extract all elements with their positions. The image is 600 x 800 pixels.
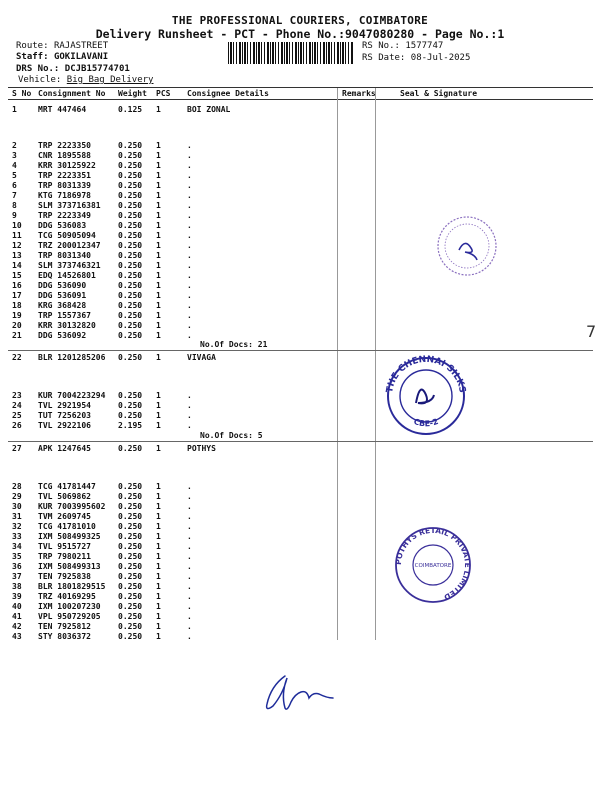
row-pcs: 1 — [156, 572, 161, 581]
row-consignee: . — [187, 582, 192, 591]
table-row — [0, 482, 600, 492]
table-row — [0, 181, 600, 191]
row-consignment: IXM 508499313 — [38, 562, 101, 571]
row-consignee: . — [187, 241, 192, 250]
row-pcs: 1 — [156, 201, 161, 210]
row-pcs: 1 — [156, 542, 161, 551]
row-pcs: 1 — [156, 522, 161, 531]
row-pcs: 1 — [156, 171, 161, 180]
row-pcs: 1 — [156, 311, 161, 320]
table-top-border — [8, 87, 593, 88]
col-sno: S No — [12, 89, 32, 98]
row-consignee: . — [187, 311, 192, 320]
row-pcs: 1 — [156, 251, 161, 260]
row-consignee: . — [187, 401, 192, 410]
svg-text:CBE-2 — [412, 417, 439, 428]
row-consignee: . — [187, 522, 192, 531]
row-sno: 18 — [12, 301, 22, 310]
col-pcs: PCS — [156, 89, 171, 98]
row-weight: 0.250 — [118, 522, 143, 531]
row-pcs: 1 — [156, 281, 161, 290]
row-consignment: TEN 7925812 — [38, 622, 91, 631]
table-row — [0, 141, 600, 151]
row-pcs: 1 — [156, 552, 161, 561]
row-consignment: KRR 30132820 — [38, 321, 96, 330]
row-weight: 0.250 — [118, 191, 143, 200]
row-consignee: . — [187, 261, 192, 270]
barcode — [228, 42, 354, 64]
row-consignee: . — [187, 171, 192, 180]
table-row — [0, 261, 600, 271]
row-consignment: IXM 508499325 — [38, 532, 101, 541]
row-weight: 0.250 — [118, 231, 143, 240]
docs-count: No.Of Docs: 5 — [200, 431, 263, 440]
table-row — [0, 161, 600, 171]
table-row — [0, 301, 600, 311]
table-row — [0, 401, 600, 411]
row-consignment: TRP 2223351 — [38, 171, 91, 180]
rs-date-line: RS Date: 08-Jul-2025 — [362, 53, 471, 63]
row-weight: 0.250 — [118, 171, 143, 180]
table-row — [0, 171, 600, 181]
row-consignee: . — [187, 622, 192, 631]
row-pcs: 1 — [156, 191, 161, 200]
table-row — [0, 632, 600, 642]
route-line: Route: RAJASTREET — [16, 41, 109, 51]
row-pcs: 1 — [156, 241, 161, 250]
vehicle-value: Big Bag Delivery — [66, 75, 154, 85]
row-consignment: CNR 1895588 — [38, 151, 91, 160]
row-consignee: . — [187, 141, 192, 150]
col-weight: Weight — [118, 89, 147, 98]
table-row — [0, 582, 600, 592]
table-row — [0, 271, 600, 281]
row-pcs: 1 — [156, 291, 161, 300]
row-sno: 13 — [12, 251, 22, 260]
row-weight: 0.250 — [118, 141, 143, 150]
row-consignment: TCG 50905094 — [38, 231, 96, 240]
table-row — [0, 532, 600, 542]
row-weight: 0.250 — [118, 512, 143, 521]
row-consignment: TVM 2609745 — [38, 512, 91, 521]
col-remarks: Remarks — [342, 89, 376, 98]
row-pcs: 1 — [156, 331, 161, 340]
table-row — [0, 321, 600, 331]
group-consignee: VIVAGA — [187, 353, 216, 362]
row-consignment: TRZ 40169295 — [38, 592, 96, 601]
docs-count: No.Of Docs: 21 — [200, 340, 268, 349]
table-row — [0, 191, 600, 201]
table-row — [0, 201, 600, 211]
row-sno: 23 — [12, 391, 22, 400]
row-sno: 5 — [12, 171, 17, 180]
row-consignment: KRG 368428 — [38, 301, 87, 310]
row-pcs: 1 — [156, 321, 161, 330]
handwritten-mark: 7 — [586, 322, 597, 341]
row-sno: 8 — [12, 201, 17, 210]
row-pcs: 1 — [156, 261, 161, 270]
row-weight: 0.250 — [118, 391, 143, 400]
group-separator — [8, 350, 593, 351]
row-consignee: . — [187, 151, 192, 160]
chennai-stamp-code: CBE-2 — [412, 416, 440, 429]
table-row — [0, 444, 600, 454]
row-sno: 3 — [12, 151, 17, 160]
row-weight: 0.250 — [118, 311, 143, 320]
row-consignee: . — [187, 201, 192, 210]
row-pcs: 1 — [156, 492, 161, 501]
row-consignee: . — [187, 542, 192, 551]
row-consignment: KTG 7186978 — [38, 191, 91, 200]
row-consignment: KRR 30125922 — [38, 161, 96, 170]
col-seal: Seal & Signature — [400, 89, 478, 98]
vehicle-line: Vehicle: Big Bag Delivery — [18, 75, 154, 85]
row-sno: 7 — [12, 191, 17, 200]
row-consignment: TRP 7980211 — [38, 552, 91, 561]
row-consignment: TRP 1557367 — [38, 311, 91, 320]
row-consignee: . — [187, 291, 192, 300]
row-consignment: DDG 536092 — [38, 331, 87, 340]
row-consignment: VPL 950729205 — [38, 612, 101, 621]
row-pcs: 1 — [156, 221, 161, 230]
table-row — [0, 311, 600, 321]
row-pcs: 1 — [156, 271, 161, 280]
table-row — [0, 612, 600, 622]
row-consignee: . — [187, 301, 192, 310]
row-sno: 26 — [12, 421, 22, 430]
row-sno: 17 — [12, 291, 22, 300]
row-consignment: TVL 2922106 — [38, 421, 91, 430]
row-weight: 0.250 — [118, 492, 143, 501]
row-consignee: . — [187, 602, 192, 611]
row-pcs: 1 — [156, 421, 161, 430]
row-pcs: 1 — [156, 562, 161, 571]
drs-value: DCJB15774701 — [64, 64, 130, 74]
row-sno: 31 — [12, 512, 22, 521]
pothys-stamp-city: COIMBATORE — [414, 563, 452, 569]
row-pcs: 1 — [156, 353, 161, 362]
row-sno: 20 — [12, 321, 22, 330]
table-row — [0, 211, 600, 221]
row-weight: 0.250 — [118, 353, 143, 362]
row-sno: 39 — [12, 592, 22, 601]
row-consignee: . — [187, 482, 192, 491]
row-consignee: . — [187, 331, 192, 340]
row-pcs: 1 — [156, 161, 161, 170]
row-weight: 0.250 — [118, 552, 143, 561]
row-pcs: 1 — [156, 401, 161, 410]
runsheet-subtitle: Delivery Runsheet - PCT - Phone No.:9047080280 - Page No.:1 — [95, 27, 505, 41]
row-weight: 0.250 — [118, 321, 143, 330]
row-consignment: DDG 536090 — [38, 281, 87, 290]
row-sno: 21 — [12, 331, 22, 340]
row-weight: 0.250 — [118, 151, 143, 160]
row-consignee: . — [187, 512, 192, 521]
row-weight: 0.250 — [118, 161, 143, 170]
row-sno: 40 — [12, 602, 22, 611]
table-row — [0, 542, 600, 552]
table-row — [0, 411, 600, 421]
table-row — [0, 552, 600, 562]
chennai-silks-stamp — [382, 355, 470, 437]
group-consignee: POTHYS — [187, 444, 216, 453]
row-pcs: 1 — [156, 151, 161, 160]
row-consignment: STY 8036372 — [38, 632, 91, 641]
row-sno: 10 — [12, 221, 22, 230]
row-sno: 37 — [12, 572, 22, 581]
row-weight: 0.250 — [118, 221, 143, 230]
row-sno: 36 — [12, 562, 22, 571]
row-sno: 24 — [12, 401, 22, 410]
row-consignment: TVL 9515727 — [38, 542, 91, 551]
row-pcs: 1 — [156, 181, 161, 190]
row-sno: 1 — [12, 105, 17, 114]
row-weight: 0.250 — [118, 201, 143, 210]
pothys-stamp — [393, 525, 473, 605]
row-sno: 9 — [12, 211, 17, 220]
row-weight: 0.250 — [118, 281, 143, 290]
row-consignee: . — [187, 181, 192, 190]
row-weight: 0.250 — [118, 181, 143, 190]
group-consignee: BOI ZONAL — [187, 105, 231, 114]
row-consignee: . — [187, 271, 192, 280]
row-consignment: TCG 41781010 — [38, 522, 96, 531]
table-row — [0, 602, 600, 612]
row-sno: 41 — [12, 612, 22, 621]
group-separator — [8, 441, 593, 442]
row-sno: 6 — [12, 181, 17, 190]
row-pcs: 1 — [156, 141, 161, 150]
table-row — [0, 105, 600, 115]
staff-line: Staff: GOKILAVANI — [16, 52, 109, 62]
row-consignee: . — [187, 502, 192, 511]
row-consignee: . — [187, 562, 192, 571]
row-weight: 0.250 — [118, 251, 143, 260]
table-row — [0, 391, 600, 401]
row-weight: 0.250 — [118, 444, 143, 453]
row-consignment: DDG 536091 — [38, 291, 87, 300]
row-pcs: 1 — [156, 602, 161, 611]
row-weight: 0.250 — [118, 612, 143, 621]
col-consignment: Consignment No — [38, 89, 106, 98]
row-sno: 4 — [12, 161, 17, 170]
row-sno: 28 — [12, 482, 22, 491]
drs-line: DRS No.: DCJB15774701 — [16, 64, 130, 74]
signature — [255, 668, 365, 718]
row-weight: 0.250 — [118, 532, 143, 541]
row-consignee: . — [187, 281, 192, 290]
row-consignment: EDQ 14526801 — [38, 271, 96, 280]
row-consignment: BLR 1801829515 — [38, 582, 106, 591]
row-sno: 2 — [12, 141, 17, 150]
row-consignment: MRT 447464 — [38, 105, 87, 114]
table-row — [0, 353, 600, 363]
table-row — [0, 251, 600, 261]
row-pcs: 1 — [156, 444, 161, 453]
pothys-stamp-text: POTHYS RETAIL PRIVATE LIMITED — [393, 525, 473, 602]
row-pcs: 1 — [156, 482, 161, 491]
row-consignee: . — [187, 492, 192, 501]
row-weight: 0.250 — [118, 542, 143, 551]
row-sno: 32 — [12, 522, 22, 531]
row-pcs: 1 — [156, 622, 161, 631]
row-weight: 0.250 — [118, 271, 143, 280]
row-weight: 0.250 — [118, 602, 143, 611]
table-row — [0, 281, 600, 291]
row-consignee: . — [187, 221, 192, 230]
row-weight: 0.250 — [118, 261, 143, 270]
table-row — [0, 241, 600, 251]
row-pcs: 1 — [156, 411, 161, 420]
faint-stamp — [435, 214, 499, 278]
col-consignee: Consignee Details — [187, 89, 269, 98]
row-consignee: . — [187, 572, 192, 581]
row-weight: 0.250 — [118, 632, 143, 641]
table-row — [0, 291, 600, 301]
row-weight: 0.250 — [118, 562, 143, 571]
table-row — [0, 512, 600, 522]
table-row — [0, 231, 600, 241]
table-row — [0, 572, 600, 582]
row-consignment: BLR 1201285206 — [38, 353, 106, 362]
row-consignee: . — [187, 211, 192, 220]
row-consignment: TRP 2223350 — [38, 141, 91, 150]
row-pcs: 1 — [156, 211, 161, 220]
table-row — [0, 502, 600, 512]
row-weight: 0.250 — [118, 211, 143, 220]
header-bottom-border — [8, 99, 593, 100]
table-row — [0, 562, 600, 572]
row-sno: 42 — [12, 622, 22, 631]
row-consignee: . — [187, 411, 192, 420]
row-weight: 0.250 — [118, 401, 143, 410]
row-consignment: TRP 8031339 — [38, 181, 91, 190]
chennai-stamp-text: THE CHENNAI SILKS — [385, 355, 467, 394]
row-consignment: KUR 7003995602 — [38, 502, 106, 511]
row-sno: 11 — [12, 231, 22, 240]
row-pcs: 1 — [156, 391, 161, 400]
svg-text:THE CHENNAI SILKS — [385, 355, 467, 394]
staff-value: GOKILAVANI — [53, 52, 109, 62]
row-consignment: TUT 7256203 — [38, 411, 91, 420]
row-pcs: 1 — [156, 301, 161, 310]
row-consignment: TEN 7925838 — [38, 572, 91, 581]
table-row — [0, 331, 600, 341]
row-consignee: . — [187, 161, 192, 170]
row-sno: 43 — [12, 632, 22, 641]
row-consignment: APK 1247645 — [38, 444, 91, 453]
row-pcs: 1 — [156, 592, 161, 601]
row-pcs: 1 — [156, 612, 161, 621]
row-consignment: TRP 8031340 — [38, 251, 91, 260]
row-weight: 0.125 — [118, 105, 143, 114]
table-row — [0, 622, 600, 632]
row-weight: 0.250 — [118, 241, 143, 250]
table-row — [0, 592, 600, 602]
row-consignee: . — [187, 251, 192, 260]
row-consignment: SLM 373746321 — [38, 261, 101, 270]
rs-no-value: 1577747 — [405, 41, 444, 51]
row-weight: 0.250 — [118, 502, 143, 511]
rs-date-value: 08-Jul-2025 — [410, 53, 471, 63]
row-sno: 22 — [12, 353, 22, 362]
table-row — [0, 151, 600, 161]
row-sno: 38 — [12, 582, 22, 591]
row-weight: 0.250 — [118, 482, 143, 491]
row-pcs: 1 — [156, 105, 161, 114]
table-row — [0, 221, 600, 231]
row-weight: 2.195 — [118, 421, 143, 430]
row-consignment: SLM 373716381 — [38, 201, 101, 210]
row-consignment: TCG 41781447 — [38, 482, 96, 491]
row-consignee: . — [187, 391, 192, 400]
row-sno: 33 — [12, 532, 22, 541]
row-pcs: 1 — [156, 231, 161, 240]
row-consignment: TRP 2223349 — [38, 211, 91, 220]
table-row — [0, 421, 600, 431]
row-consignee: . — [187, 632, 192, 641]
table-row — [0, 492, 600, 502]
row-sno: 30 — [12, 502, 22, 511]
row-consignee: . — [187, 191, 192, 200]
row-pcs: 1 — [156, 632, 161, 641]
row-sno: 16 — [12, 281, 22, 290]
row-consignment: TVL 5069862 — [38, 492, 91, 501]
row-consignment: TRZ 200012347 — [38, 241, 101, 250]
row-weight: 0.250 — [118, 411, 143, 420]
row-weight: 0.250 — [118, 572, 143, 581]
row-consignee: . — [187, 552, 192, 561]
runsheet-title: THE PROFESSIONAL COURIERS, COIMBATORE — [171, 14, 429, 27]
row-pcs: 1 — [156, 532, 161, 541]
row-consignment: KUR 7004223294 — [38, 391, 106, 400]
row-consignee: . — [187, 612, 192, 621]
row-consignment: IXM 100207230 — [38, 602, 101, 611]
row-consignee: . — [187, 321, 192, 330]
row-sno: 15 — [12, 271, 22, 280]
row-sno: 12 — [12, 241, 22, 250]
row-sno: 35 — [12, 552, 22, 561]
row-sno: 25 — [12, 411, 22, 420]
row-sno: 34 — [12, 542, 22, 551]
row-weight: 0.250 — [118, 301, 143, 310]
row-pcs: 1 — [156, 502, 161, 511]
table-row — [0, 522, 600, 532]
row-consignee: . — [187, 421, 192, 430]
row-consignment: DDG 536083 — [38, 221, 87, 230]
row-consignee: . — [187, 592, 192, 601]
row-weight: 0.250 — [118, 582, 143, 591]
row-consignment: TVL 2921954 — [38, 401, 91, 410]
row-weight: 0.250 — [118, 622, 143, 631]
row-pcs: 1 — [156, 512, 161, 521]
row-sno: 27 — [12, 444, 22, 453]
row-consignee: . — [187, 532, 192, 541]
row-weight: 0.250 — [118, 592, 143, 601]
row-weight: 0.250 — [118, 291, 143, 300]
route-value: RAJASTREET — [53, 41, 109, 51]
row-sno: 19 — [12, 311, 22, 320]
row-pcs: 1 — [156, 582, 161, 591]
row-weight: 0.250 — [118, 331, 143, 340]
row-sno: 29 — [12, 492, 22, 501]
row-consignee: . — [187, 231, 192, 240]
rs-no-line: RS No.: 1577747 — [362, 41, 444, 51]
row-sno: 14 — [12, 261, 22, 270]
